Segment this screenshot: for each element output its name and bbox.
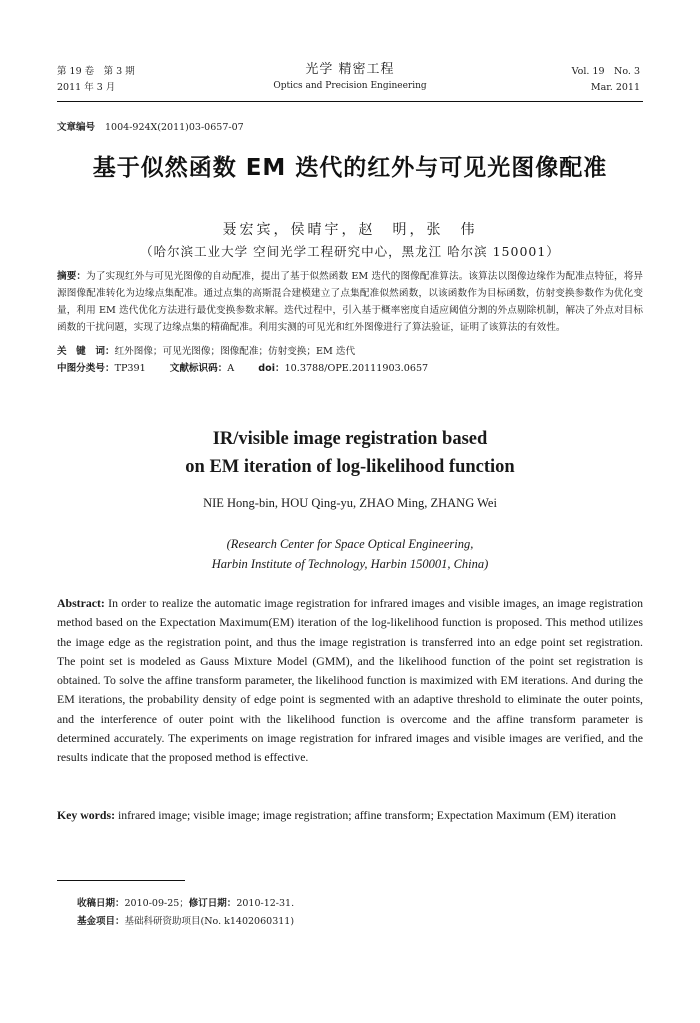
affiliation-en-line1: (Research Center for Space Optical Engineering, [226, 537, 474, 551]
keywords-cn [57, 343, 643, 360]
revised-value: 2010-12-31. [236, 898, 295, 909]
abstract-en-text: In order to realize the automatic image registration for infrared images and visible images, an image registration method based on the Expectation Maximum(EM) iteration of the log-likelihood function is proposed. This method utilizes the image edge as the registration point, and thus the image registration is transferred into an edge point set registration. The point set is modeled as Gauss Mixture Model (GMM), and the likelihood function of the point set registration is obtained. To solve the affine transform parameter, the likelihood function is maximized with EM iterations. And during the EM iterations, the probability density of edge point is segmented with an adaptive threshold to eliminate the outer points, and the interference of outer point with the likelihood function is overcome and the affine transform parameter is determined accurately. The experiments on image registration for infrared images and visible images are verified, and the results indicate that the proposed method is effective. [57, 596, 643, 765]
article-number-value: 1004-924X(2011)03-0657-07 [105, 122, 244, 133]
abstract-cn-label: 摘要： [57, 271, 87, 282]
title-en [0, 425, 700, 481]
abstract-en-label: Abstract: [57, 596, 105, 610]
journal-name-en: Optics and Precision Engineering [273, 81, 427, 91]
abstract-en [57, 594, 643, 768]
header-issue-cn: 第 19 卷 第 3 期 [57, 66, 135, 77]
keywords-cn-text: 红外图像；可见光图像；图像配准；仿射变换；EM 迭代 [114, 346, 356, 357]
header-volume-block [572, 64, 640, 96]
doc-code-label: 文献标识码： [169, 363, 228, 374]
title-cn: 基于似然函数 EM 迭代的红外与可见光图像配准 [92, 155, 608, 181]
affiliation-en-line2: Harbin Institute of Technology, Harbin 150001, China) [211, 557, 489, 571]
header-divider [57, 101, 643, 102]
received-value: 2010-09-25； [124, 898, 189, 909]
keywords-cn-label: 关 键 词： [57, 346, 115, 357]
keywords-en-text: infrared image; visible image; image registration; affine transform; Expectation Maximum (EM) iteration [115, 808, 616, 822]
doc-code-value: A [227, 363, 235, 374]
article-number [57, 119, 244, 133]
footnote-divider [57, 880, 185, 881]
clc-label: 中图分类号： [57, 363, 115, 374]
fund-label: 基金项目： [77, 916, 125, 927]
affiliation-cn: （哈尔滨工业大学 空间光学工程研究中心，黑龙江 哈尔滨 150001） [140, 244, 560, 259]
header-date-en: Mar. 2011 [590, 82, 640, 93]
header-date-cn: 2011 年 3 月 [57, 82, 116, 93]
footnote-fund [77, 913, 294, 927]
title-en-line2: on EM iteration of log-likelihood function [185, 457, 515, 477]
abstract-cn [57, 268, 643, 336]
title-en-line1: IR/visible image registration based [212, 429, 488, 449]
keywords-en [57, 806, 643, 825]
received-label: 收稿日期： [77, 898, 125, 909]
footnote-dates [77, 895, 294, 909]
doi-value: 10.3788/OPE.20111903.0657 [284, 363, 429, 374]
fund-value: 基础科研资助项目(No. k1402060311) [124, 916, 295, 927]
authors-en: NIE Hong-bin, HOU Qing-yu, ZHAO Ming, ZHANG Wei [203, 496, 497, 510]
affiliation-en [0, 534, 700, 574]
article-number-label: 文章编号 [57, 122, 96, 133]
doi-label: doi： [258, 363, 285, 374]
classification-line [57, 360, 643, 377]
abstract-cn-text: 为了实现红外与可见光图像的自动配准，提出了基于似然函数 EM 迭代的图像配准算法。该算法以图像边缘作为配准点特征，将异源图像配准转化为边缘点集配准。通过点集的高斯混合建模建立了点集配准似然函数，以该函数作为目标函数，仿射变换参数作为优化变量，利用 EM 迭代优化方法进行最优变换参数求解。迭代过程中，引入基于概率密度自适应阈值分割的外点剔除机制，解决了外点对目标函数的干扰问题，实现了边缘点集的精确配准。利用实测的可见光和红外图像进行了算法验证，证明了该算法的有效性。 [57, 271, 643, 333]
journal-name-cn: 光学 精密工程 [305, 62, 395, 77]
header-volume-en: Vol. 19 No. 3 [571, 66, 640, 77]
authors-cn: 聂宏宾，侯晴宇，赵 明，张 伟 [222, 222, 478, 238]
revised-label: 修订日期： [188, 898, 237, 909]
keywords-en-label: Key words: [57, 808, 115, 822]
clc-value: TP391 [114, 363, 146, 374]
